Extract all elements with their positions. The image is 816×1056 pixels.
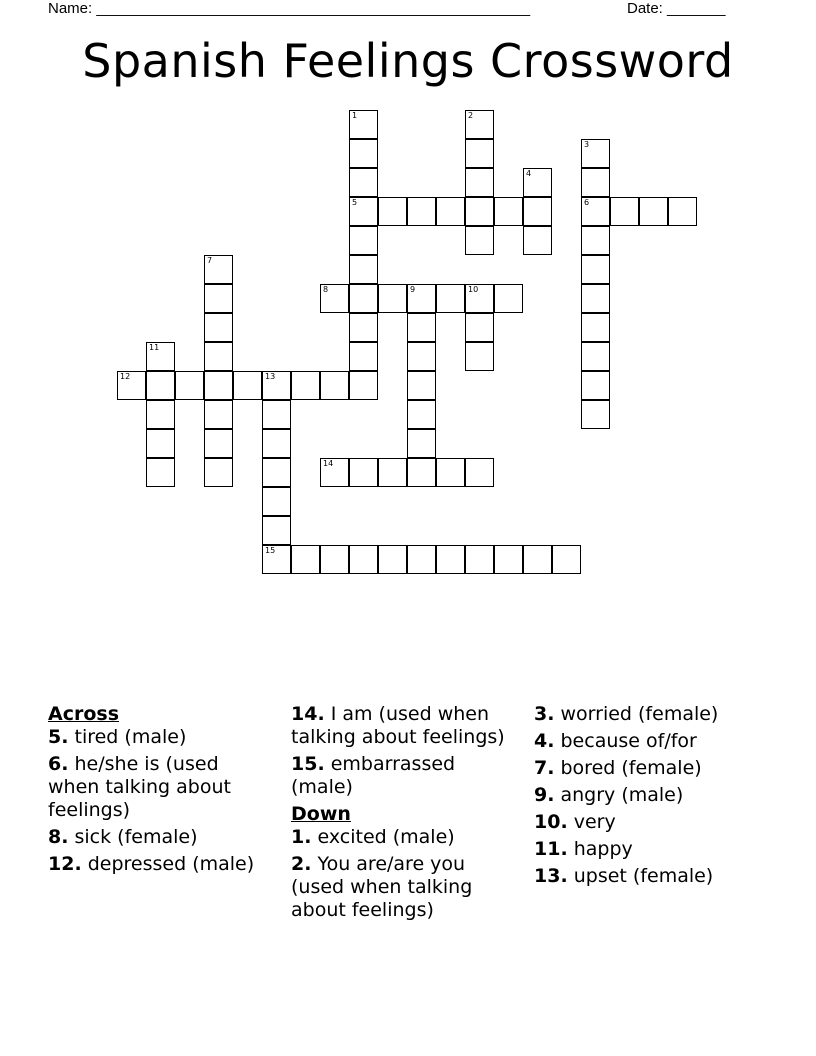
clue-down-10: 10. very <box>534 811 616 833</box>
crossword-cell[interactable] <box>349 313 378 342</box>
clue-number: 9 <box>410 285 416 294</box>
crossword-cell[interactable] <box>407 458 436 487</box>
crossword-cell[interactable] <box>204 371 233 400</box>
crossword-cell[interactable] <box>465 342 494 371</box>
crossword-cell[interactable] <box>349 458 378 487</box>
date-field: Date: _______ <box>627 0 726 17</box>
crossword-cell[interactable] <box>146 429 175 458</box>
clue-number: 1 <box>352 111 358 120</box>
crossword-cell[interactable] <box>436 545 465 574</box>
crossword-cell[interactable] <box>349 371 378 400</box>
crossword-cell[interactable] <box>639 197 668 226</box>
clue-down-13: 13. upset (female) <box>534 865 714 887</box>
crossword-cell[interactable] <box>378 545 407 574</box>
clue-number: 11 <box>149 343 160 352</box>
clue-across-15: 15. embarrassed (male) <box>291 753 456 798</box>
crossword-cell[interactable] <box>291 545 320 574</box>
clue-number: 13 <box>265 372 276 381</box>
crossword-cell[interactable] <box>581 197 610 226</box>
crossword-cell[interactable] <box>378 284 407 313</box>
clue-number: 10 <box>468 285 479 294</box>
page-title: Spanish Feelings Crossword <box>82 34 734 88</box>
crossword-cell[interactable] <box>436 458 465 487</box>
crossword-cell[interactable] <box>349 139 378 168</box>
clue-down-3: 3. worried (female) <box>534 703 719 725</box>
crossword-cell[interactable] <box>117 371 146 400</box>
crossword-cell[interactable] <box>262 371 291 400</box>
crossword-cell[interactable] <box>581 168 610 197</box>
crossword-cell[interactable] <box>146 458 175 487</box>
crossword-cell[interactable] <box>465 226 494 255</box>
crossword-cell[interactable] <box>407 342 436 371</box>
crossword-cell[interactable] <box>204 429 233 458</box>
crossword-cell[interactable] <box>349 197 378 226</box>
crossword-cell[interactable] <box>262 487 291 516</box>
crossword-cell[interactable] <box>378 197 407 226</box>
crossword-cell[interactable] <box>465 139 494 168</box>
clue-number: 3 <box>584 140 590 149</box>
crossword-cell[interactable] <box>523 226 552 255</box>
crossword-cell[interactable] <box>523 197 552 226</box>
across-heading: Across <box>48 703 120 725</box>
clue-number: 12 <box>120 372 131 381</box>
crossword-cell[interactable] <box>407 313 436 342</box>
crossword-cell[interactable] <box>581 400 610 429</box>
crossword-cell[interactable] <box>204 313 233 342</box>
crossword-cell[interactable] <box>581 139 610 168</box>
clue-number: 5 <box>352 198 358 207</box>
clue-across-14: 14. I am (used when talking about feelings) <box>291 703 505 748</box>
clue-number: 15 <box>265 546 276 555</box>
crossword-cell[interactable] <box>146 400 175 429</box>
crossword-cell[interactable] <box>175 371 204 400</box>
clue-across-12: 12. depressed (male) <box>48 853 255 875</box>
clue-across-5: 5. tired (male) <box>48 726 187 748</box>
clue-number: 2 <box>468 111 474 120</box>
crossword-cell[interactable] <box>494 197 523 226</box>
crossword-cell[interactable] <box>378 458 407 487</box>
crossword-cell[interactable] <box>204 342 233 371</box>
crossword-cell[interactable] <box>465 313 494 342</box>
crossword-cell[interactable] <box>465 458 494 487</box>
clue-down-2: 2. You are/are you (used when talking about feelings) <box>291 853 473 921</box>
crossword-cell[interactable] <box>146 342 175 371</box>
crossword-cell[interactable] <box>320 545 349 574</box>
crossword-cell[interactable] <box>262 545 291 574</box>
crossword-cell[interactable] <box>494 545 523 574</box>
crossword-cell[interactable] <box>581 226 610 255</box>
crossword-cell[interactable] <box>465 168 494 197</box>
crossword-cell[interactable] <box>349 545 378 574</box>
clue-number: 4 <box>526 169 532 178</box>
crossword-cell[interactable] <box>349 255 378 284</box>
clue-number: 7 <box>207 256 213 265</box>
crossword-cell[interactable] <box>233 371 262 400</box>
clue-down-7: 7. bored (female) <box>534 757 702 779</box>
crossword-cell[interactable] <box>407 197 436 226</box>
crossword-cell[interactable] <box>465 545 494 574</box>
crossword-cell[interactable] <box>204 400 233 429</box>
crossword-cell[interactable] <box>349 168 378 197</box>
crossword-cell[interactable] <box>668 197 697 226</box>
crossword-cell[interactable] <box>407 371 436 400</box>
clue-down-1: 1. excited (male) <box>291 826 455 848</box>
clue-down-4: 4. because of/for <box>534 730 697 752</box>
crossword-cell[interactable] <box>320 458 349 487</box>
crossword-cell[interactable] <box>494 284 523 313</box>
crossword-cell[interactable] <box>407 284 436 313</box>
crossword-cell[interactable] <box>291 371 320 400</box>
clue-number: 6 <box>584 198 590 207</box>
clue-across-8: 8. sick (female) <box>48 826 198 848</box>
crossword-cell[interactable] <box>465 110 494 139</box>
crossword-cell[interactable] <box>349 110 378 139</box>
clue-across-6: 6. he/she is (used when talking about feelings) <box>48 753 231 821</box>
crossword-cell[interactable] <box>610 197 639 226</box>
crossword-cell[interactable] <box>146 371 175 400</box>
crossword-cell[interactable] <box>581 255 610 284</box>
crossword-cell[interactable] <box>262 458 291 487</box>
crossword-cell[interactable] <box>262 400 291 429</box>
crossword-cell[interactable] <box>204 255 233 284</box>
down-heading: Down <box>291 803 351 825</box>
clue-number: 14 <box>323 459 334 468</box>
crossword-cell[interactable] <box>407 545 436 574</box>
crossword-cell[interactable] <box>465 284 494 313</box>
clue-down-9: 9. angry (male) <box>534 784 684 806</box>
crossword-cell[interactable] <box>320 284 349 313</box>
clues-column-2 <box>291 703 516 926</box>
crossword-cell[interactable] <box>523 545 552 574</box>
crossword-cell[interactable] <box>581 371 610 400</box>
crossword-cell[interactable] <box>204 284 233 313</box>
crossword-cell[interactable] <box>204 458 233 487</box>
crossword-cell[interactable] <box>523 168 552 197</box>
crossword-cell[interactable] <box>407 400 436 429</box>
crossword-cell[interactable] <box>465 197 494 226</box>
crossword-cell[interactable] <box>436 284 465 313</box>
crossword-cell[interactable] <box>581 313 610 342</box>
crossword-cell[interactable] <box>349 284 378 313</box>
crossword-cell[interactable] <box>262 516 291 545</box>
clue-down-11: 11. happy <box>534 838 633 860</box>
crossword-cell[interactable] <box>349 226 378 255</box>
crossword-cell[interactable] <box>581 284 610 313</box>
clues-column-3 <box>534 703 774 892</box>
crossword-cell[interactable] <box>320 371 349 400</box>
crossword-cell[interactable] <box>552 545 581 574</box>
crossword-cell[interactable] <box>581 342 610 371</box>
clues-column-1 <box>48 703 273 880</box>
crossword-cell[interactable] <box>436 197 465 226</box>
crossword-cell[interactable] <box>349 342 378 371</box>
clue-number: 8 <box>323 285 329 294</box>
crossword-cell[interactable] <box>407 429 436 458</box>
crossword-cell[interactable] <box>262 429 291 458</box>
name-field: Name: ____________________________________________________ <box>48 0 531 17</box>
